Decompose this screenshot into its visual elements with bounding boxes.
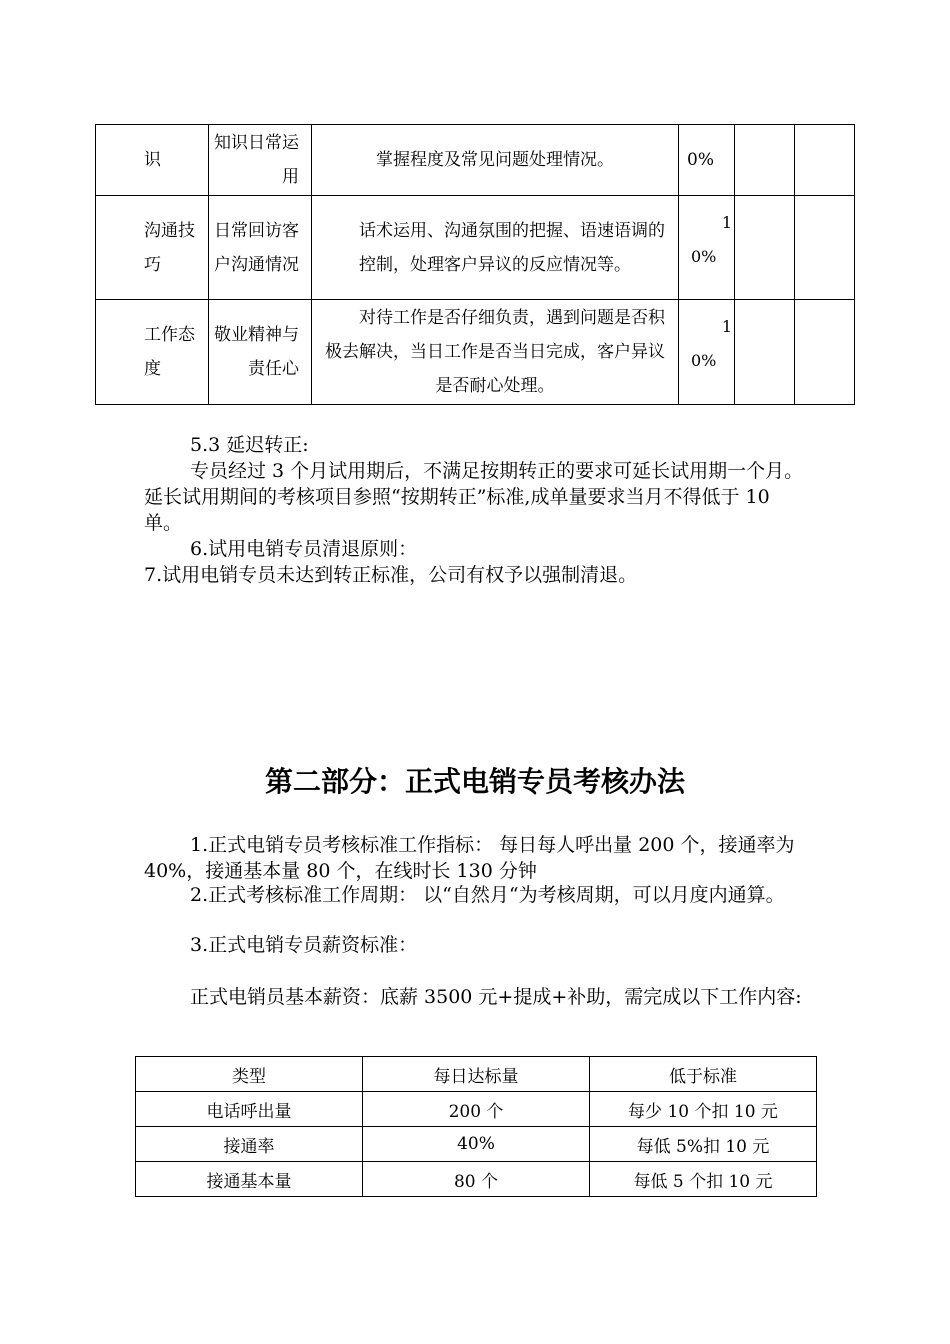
penalty-cell: 每低 5%扣 10 元 bbox=[590, 1127, 817, 1162]
penalty-cell: 每低 5 个扣 10 元 bbox=[590, 1162, 817, 1197]
item-cell: 沟通技巧 bbox=[96, 196, 209, 300]
type-cell: 电话呼出量 bbox=[136, 1092, 363, 1127]
item-cell: 工作态度 bbox=[96, 300, 209, 405]
section-5-3-body: 专员经过 3 个月试用期后，不满足按期转正的要求可延长试用期一个月。延长试用期间的考核项目参照“按期转正”标准,成单量要求当月不得低于 10 单。 bbox=[144, 460, 804, 534]
weight-top-digit: 1 bbox=[721, 212, 732, 232]
table-row bbox=[96, 196, 855, 300]
salary-text: 正式电销员基本薪资：底薪 3500 元+提成+补助，需完成以下工作内容: bbox=[190, 986, 802, 1008]
header-daily-target: 每日达标量 bbox=[363, 1057, 590, 1092]
score-cell bbox=[735, 125, 795, 196]
score-cell bbox=[735, 300, 795, 405]
weight-top-digit: 1 bbox=[721, 317, 732, 336]
penalty-cell: 每少 10 个扣 10 元 bbox=[590, 1092, 817, 1127]
table-row bbox=[136, 1162, 817, 1197]
description-cell: 话术运用、沟通氛围的把握、语速语调的控制，处理客户异议的反应情况等。 bbox=[312, 196, 679, 300]
header-type: 类型 bbox=[136, 1057, 363, 1092]
target-cell: 40% bbox=[363, 1127, 590, 1162]
type-cell: 接通基本量 bbox=[136, 1162, 363, 1197]
remark-cell bbox=[795, 125, 855, 196]
table-row bbox=[96, 300, 855, 405]
remark-cell bbox=[795, 300, 855, 405]
weight-value: 0% bbox=[691, 246, 717, 266]
target-cell: 200 个 bbox=[363, 1092, 590, 1127]
part-two-item-2: 2.正式考核标准工作周期： 以“自然月“为考核周期，可以月度内通算。 bbox=[190, 884, 785, 906]
type-cell: 接通率 bbox=[136, 1127, 363, 1162]
item-cell: 识 bbox=[96, 125, 209, 196]
section-7-body: 7.试用电销专员未达到转正标准，公司有权予以强制清退。 bbox=[144, 564, 638, 586]
description-cell: 掌握程度及常见问题处理情况。 bbox=[312, 125, 679, 196]
target-cell: 80 个 bbox=[363, 1162, 590, 1197]
table-row bbox=[136, 1127, 817, 1162]
weight-cell bbox=[679, 196, 735, 300]
section-5-3-heading: 5.3 延迟转正: bbox=[190, 434, 309, 456]
description-cell: 对待工作是否仔细负责，遇到问题是否积极去解决，当日工作是否当日完成，客户异议是否耐心处理。 bbox=[312, 300, 679, 405]
weight-cell bbox=[679, 300, 735, 405]
weight-value: 0% bbox=[687, 150, 714, 170]
part-two-item-1: 1.正式电销专员考核标准工作指标： 每日每人呼出量 200 个，接通率为 40%，接通基本量 80 个，在线时长 130 分钟 bbox=[144, 834, 795, 882]
part-two-item-3: 3.正式电销专员薪资标准： bbox=[190, 934, 418, 956]
sub-item-cell: 知识日常运用 bbox=[209, 125, 312, 196]
weight-value: 0% bbox=[691, 351, 717, 370]
remark-cell bbox=[795, 196, 855, 300]
score-cell bbox=[735, 196, 795, 300]
assessment-table bbox=[95, 124, 855, 405]
sub-item-cell: 敬业精神与责任心 bbox=[209, 300, 312, 405]
sub-item-cell: 日常回访客户沟通情况 bbox=[209, 196, 312, 300]
table-row bbox=[96, 125, 855, 196]
table-header-row bbox=[136, 1057, 817, 1092]
table-row bbox=[136, 1092, 817, 1127]
weight-cell bbox=[679, 125, 735, 196]
standard-table bbox=[135, 1056, 817, 1197]
header-below-standard: 低于标准 bbox=[590, 1057, 817, 1092]
part-two-title: 第二部分：正式电销专员考核办法 bbox=[264, 765, 685, 798]
section-6-heading: 6.试用电销专员清退原则： bbox=[190, 538, 418, 560]
